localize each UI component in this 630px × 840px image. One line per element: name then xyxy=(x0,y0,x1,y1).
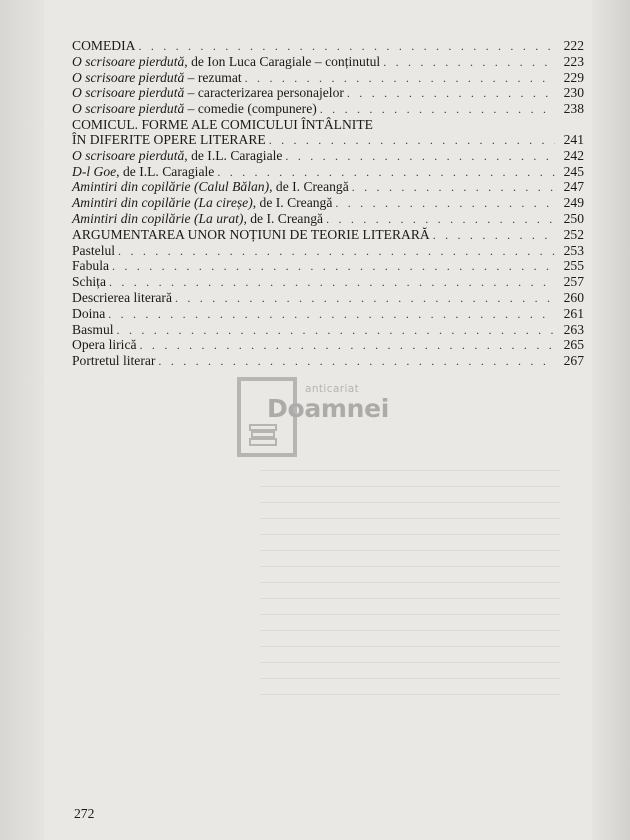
toc-page-number: 265 xyxy=(563,337,584,353)
toc-entry xyxy=(72,353,584,369)
toc-entry-title xyxy=(72,148,285,164)
toc-page-number: 257 xyxy=(563,274,584,290)
toc-page-number: 223 xyxy=(563,53,584,69)
toc-page-number: 229 xyxy=(563,69,584,85)
toc-entry xyxy=(72,38,584,54)
toc-page-number: 252 xyxy=(563,226,584,242)
dot-leader xyxy=(158,354,555,370)
toc-entry-text: – caracterizarea personajelor xyxy=(184,85,344,101)
toc-entry-title xyxy=(72,353,158,369)
toc-entry xyxy=(72,306,584,322)
watermark-small-text: anticariat xyxy=(305,383,360,395)
toc-entry xyxy=(72,148,584,164)
toc-page-number: 230 xyxy=(563,85,584,101)
dot-leader xyxy=(326,212,555,228)
toc-work-title: Amintiri din copilărie (Calul Bălan) xyxy=(72,179,270,195)
toc-page-number: 255 xyxy=(563,258,584,274)
toc-work-title: Amintiri din copilărie (La urat) xyxy=(72,210,244,226)
toc-page-number: 250 xyxy=(563,210,584,226)
toc-page-number: 260 xyxy=(563,289,584,305)
toc-entry xyxy=(72,179,584,195)
toc-page-number: 238 xyxy=(563,101,584,117)
page-number: 272 xyxy=(74,806,95,821)
toc-entry-title xyxy=(72,322,117,338)
toc-entry-text: , de I.L. Caragiale xyxy=(116,163,215,179)
toc-entry-title xyxy=(72,243,118,259)
toc-entry-title xyxy=(72,195,335,211)
toc-page-number: 261 xyxy=(563,305,584,321)
toc-page-number: 253 xyxy=(563,242,584,258)
toc-entry-title xyxy=(72,164,217,180)
toc-entry xyxy=(72,164,584,180)
toc-entry xyxy=(72,337,584,353)
toc-entry-text: COMEDIA xyxy=(72,38,136,53)
table-of-contents xyxy=(72,38,584,369)
toc-page-number: 241 xyxy=(563,131,584,147)
toc-entry xyxy=(72,70,584,86)
toc-page-number: 222 xyxy=(563,38,584,53)
toc-entry-title xyxy=(72,85,347,101)
toc-entry-title xyxy=(72,132,269,148)
toc-entry xyxy=(72,274,584,290)
dot-leader xyxy=(335,196,555,212)
toc-section-heading: COMICUL. FORME ALE COMICULUI ÎNTÂLNITE xyxy=(72,116,373,132)
toc-entry-text: Fabula xyxy=(72,258,109,274)
toc-entry-title xyxy=(72,211,326,227)
toc-page-number: 242 xyxy=(563,147,584,163)
toc-entry-text: – comedie (compunere) xyxy=(184,101,317,117)
dot-leader xyxy=(269,133,555,149)
page-gutter-shadow xyxy=(0,0,44,840)
books-icon xyxy=(249,423,277,447)
toc-page-number: 249 xyxy=(563,195,584,211)
toc-entry xyxy=(72,258,584,274)
toc-entry xyxy=(72,322,584,338)
toc-work-title: O scrisoare pierdută xyxy=(72,147,185,163)
toc-entry-title xyxy=(72,179,352,195)
toc-work-title: O scrisoare pierdută xyxy=(72,53,185,69)
page-edge-shadow xyxy=(592,0,630,840)
dot-leader xyxy=(433,228,555,244)
toc-entry-text: Basmul xyxy=(72,321,114,337)
toc-entry xyxy=(72,227,584,243)
toc-entry-text: Schița xyxy=(72,274,106,290)
toc-entry-text: , de I. Creangă xyxy=(252,195,333,211)
toc-entry xyxy=(72,85,584,101)
toc-entry-text: Descrierea literară xyxy=(72,289,172,305)
toc-page-number: 247 xyxy=(563,179,584,195)
toc-work-title: Amintiri din copilărie (La cireșe) xyxy=(72,195,253,211)
toc-work-title: O scrisoare pierdută xyxy=(72,85,185,101)
toc-entry-title xyxy=(72,274,109,290)
watermark-logo xyxy=(237,377,397,461)
toc-entry xyxy=(72,290,584,306)
toc-entry-title xyxy=(72,227,433,243)
toc-entry-text: Opera lirică xyxy=(72,337,137,353)
dot-leader xyxy=(109,275,555,291)
toc-entry-title xyxy=(72,54,383,70)
dot-leader xyxy=(217,165,555,181)
dot-leader xyxy=(108,307,555,323)
show-through-text xyxy=(260,470,560,710)
toc-entry-title xyxy=(72,337,140,353)
toc-entry-text: , de I.L. Caragiale xyxy=(184,147,283,163)
toc-entry-text: , de Ion Luca Caragiale – conținutul xyxy=(184,53,381,69)
dot-leader xyxy=(138,39,555,55)
dot-leader xyxy=(383,55,555,71)
toc-entry-text: Portretul literar xyxy=(72,353,156,369)
toc-work-title: D-l Goe xyxy=(72,163,117,179)
dot-leader xyxy=(347,86,555,102)
dot-leader xyxy=(118,244,555,260)
toc-entry xyxy=(72,195,584,211)
dot-leader xyxy=(112,259,555,275)
toc-entry-text: Pastelul xyxy=(72,242,116,258)
toc-entry xyxy=(72,243,584,259)
dot-leader xyxy=(352,180,555,196)
toc-entry-title xyxy=(72,306,108,322)
toc-entry-title xyxy=(72,101,320,117)
toc-entry-text: Doina xyxy=(72,305,106,321)
dot-leader xyxy=(285,149,555,165)
toc-entry-title xyxy=(72,38,138,54)
toc-work-title: O scrisoare pierdută xyxy=(72,69,185,85)
toc-entry-text: ÎN DIFERITE OPERE LITERARE xyxy=(72,131,266,147)
watermark-big-text: Doamnei xyxy=(267,394,390,423)
dot-leader xyxy=(117,323,555,339)
toc-entry-text: – rezumat xyxy=(184,69,242,85)
toc-entry-title xyxy=(72,70,245,86)
toc-entry xyxy=(72,132,584,148)
toc-entry-title xyxy=(72,258,112,274)
dot-leader xyxy=(320,102,555,118)
toc-entry-text: , de I. Creangă xyxy=(243,210,324,226)
toc-entry-title xyxy=(72,290,175,306)
toc-page-number: 245 xyxy=(563,163,584,179)
toc-entry xyxy=(72,101,584,117)
toc-work-title: O scrisoare pierdută xyxy=(72,101,185,117)
toc-page-number: 267 xyxy=(563,353,584,369)
toc-entry-text: , de I. Creangă xyxy=(269,179,349,195)
toc-page-number: 263 xyxy=(563,321,584,337)
dot-leader xyxy=(245,71,555,87)
toc-entry xyxy=(72,54,584,70)
toc-entry-text: ARGUMENTAREA UNOR NOȚIUNI DE TEORIE LITERARĂ xyxy=(72,226,430,242)
dot-leader xyxy=(140,338,555,354)
dot-leader xyxy=(175,291,555,307)
toc-entry xyxy=(72,211,584,227)
